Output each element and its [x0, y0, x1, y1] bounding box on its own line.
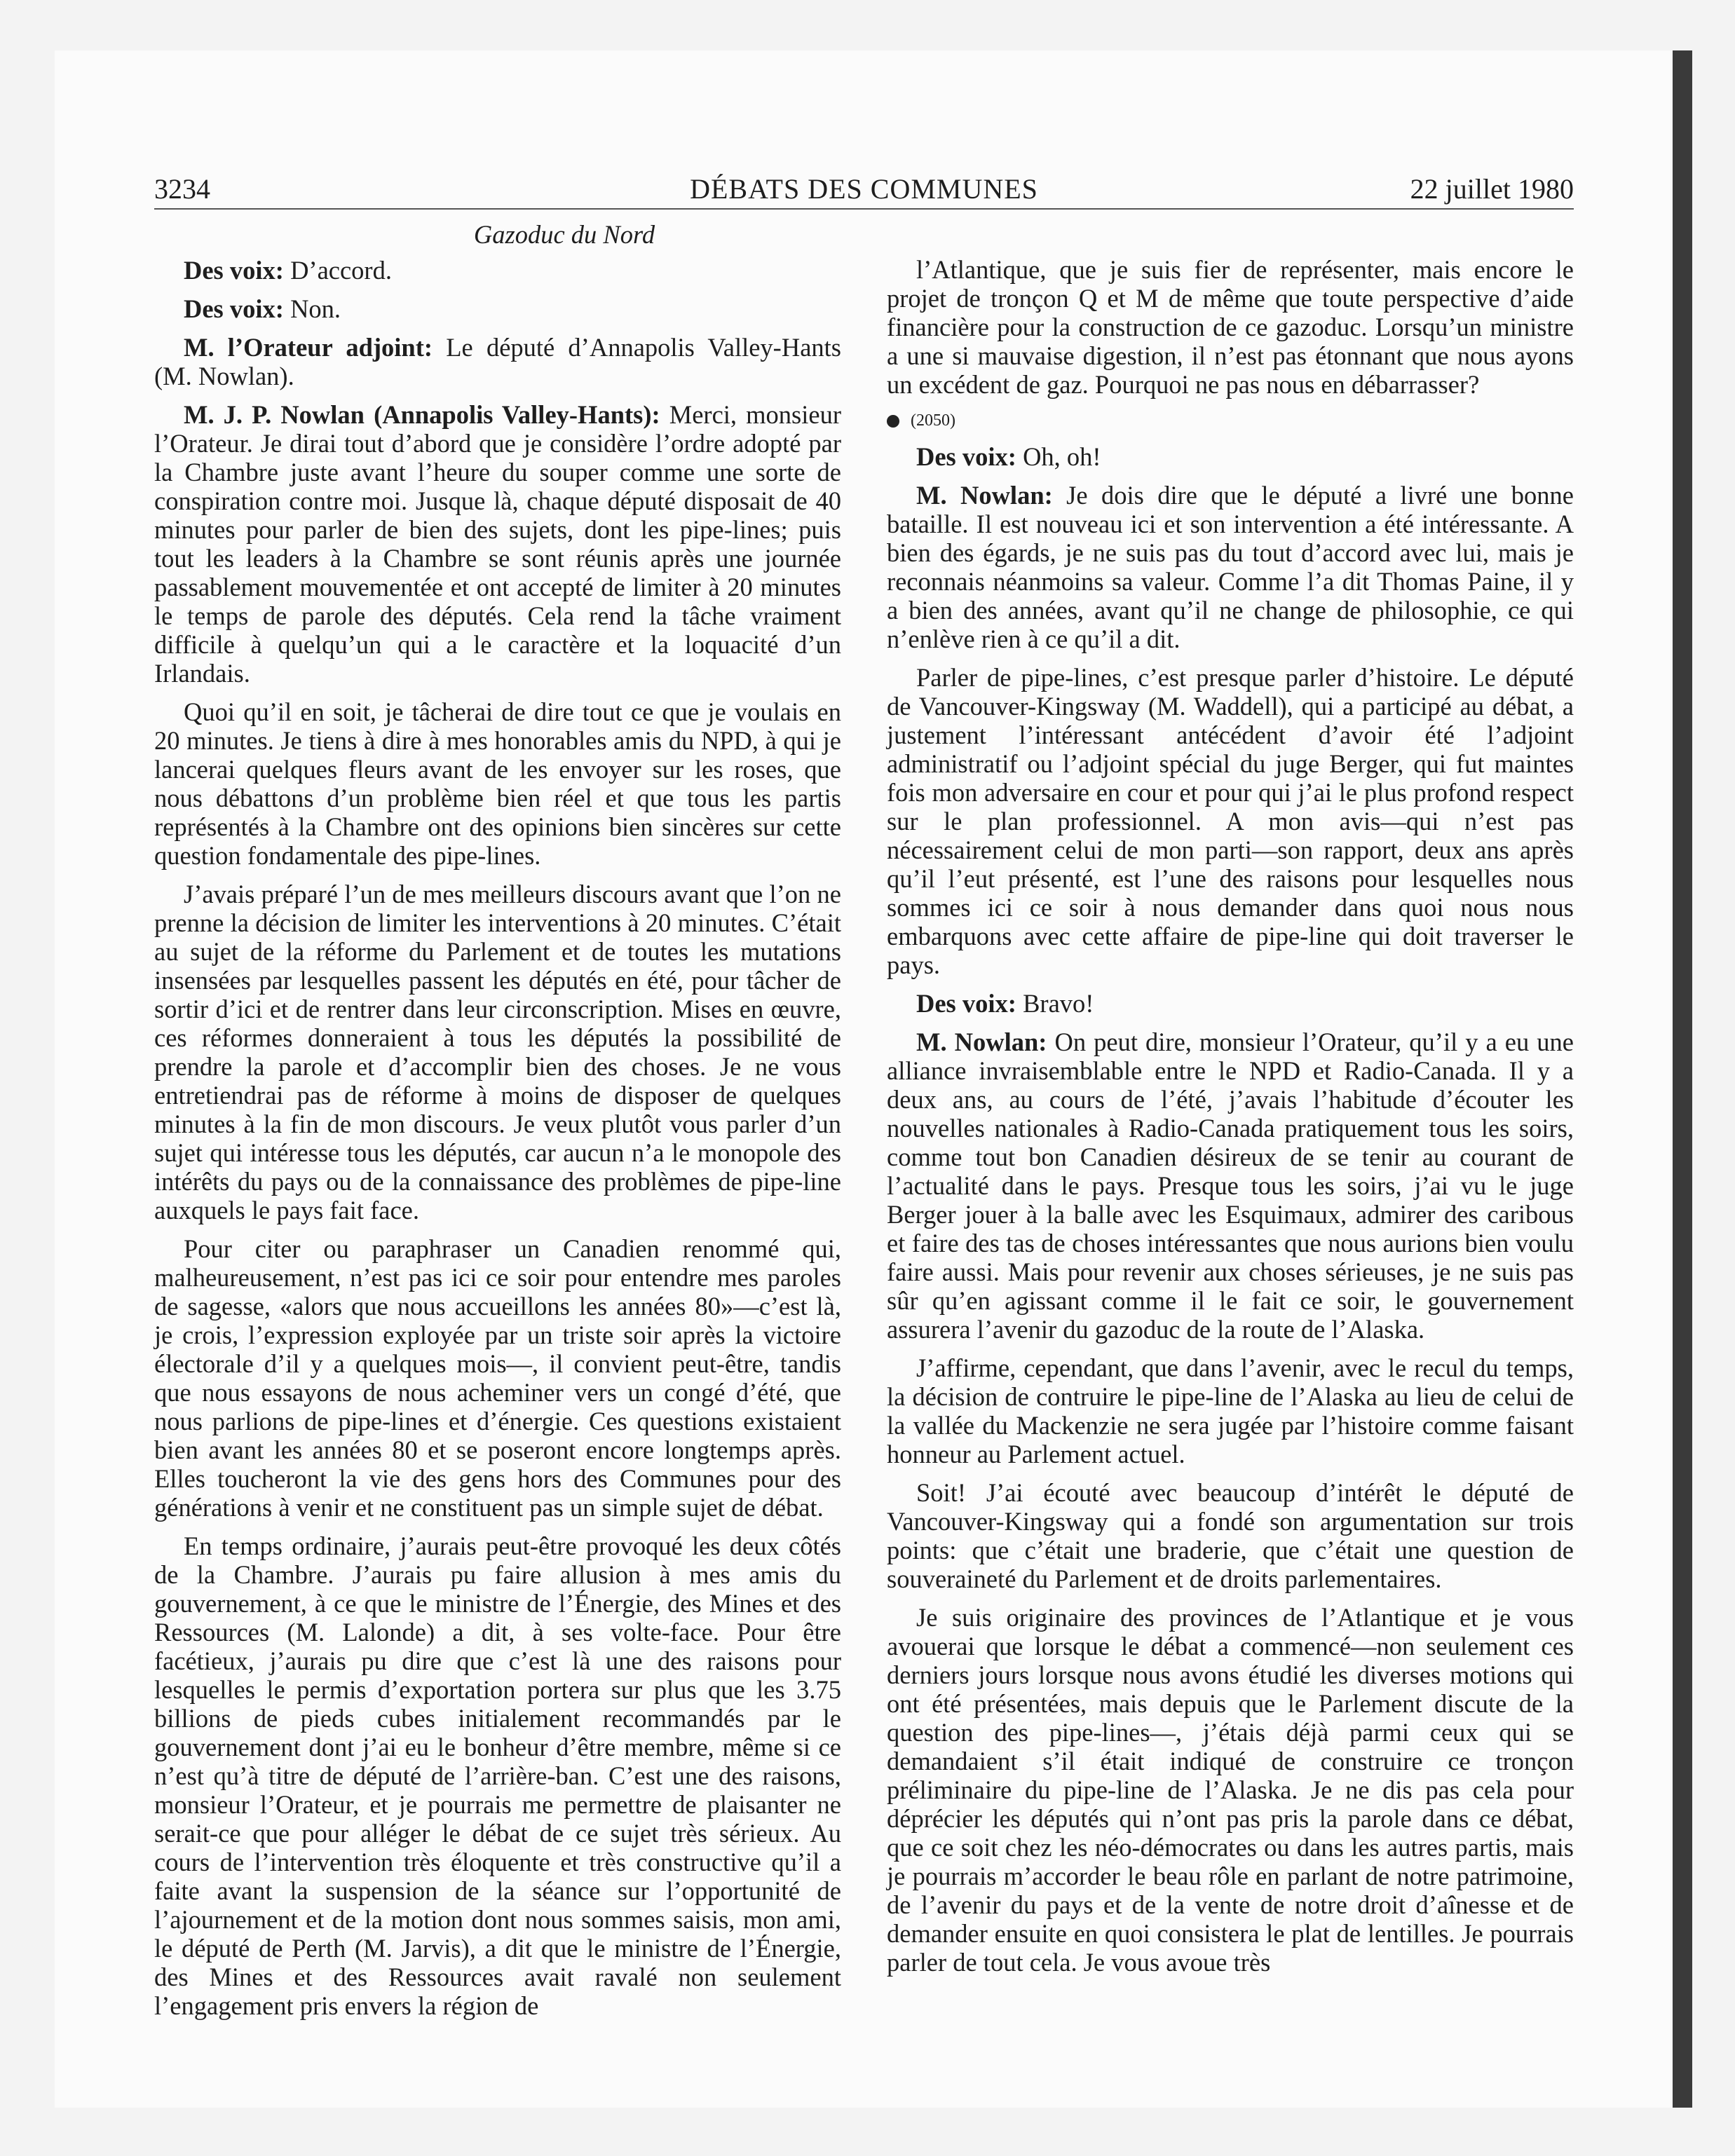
paragraph — [154, 256, 841, 285]
paragraph-text: Soit! J’ai écouté avec beaucoup d’intérêt le député de Vancouver-Kingsway qui a fondé son argumentation sur trois points: que c’était une braderie, que c’était une question de souveraineté du Parlement et de droits parlementaires. — [887, 1478, 1574, 1593]
issue-date: 22 juillet 1980 — [1410, 173, 1574, 205]
paragraph — [887, 663, 1574, 979]
right-column — [887, 255, 1574, 1986]
paragraph — [154, 333, 841, 390]
speaker-name: Des voix: — [916, 442, 1016, 471]
paragraph-text: D’accord. — [283, 256, 392, 285]
speaker-name: Des voix: — [184, 256, 284, 285]
paragraph — [154, 880, 841, 1224]
bullet-dot-icon — [887, 415, 899, 428]
paragraph — [154, 1531, 841, 2020]
paragraph — [154, 400, 841, 688]
paragraph — [887, 1028, 1574, 1344]
speaker-name: M. Nowlan: — [916, 1028, 1047, 1056]
paragraph-text: Je suis originaire des provinces de l’Atlantique et je vous avouerai que lorsque le débat a commencé—non seulement ces derniers jours lorsque nous avons étudié les diverses motions qui ont été présentées, mais depuis que le Parlement discute de la question des pipe-lines—, j’étais déjà parmi ceux qui se demandaient s’il était indiqué de construire ce tronçon préliminaire du pipe-line de l’Alaska. Je ne dis pas cela pour déprécier les députés qui n’ont pas pris la parole dans ce débat, que ce soit chez les néo-démocrates ou dans les autres partis, mais je pourrais m’accorder le beau rôle en parlant de notre patrimoine, de l’avenir du pays et de la vente de notre droit d’aînesse et de demander ensuite en quoi consistera le plat de lentilles. Je pourrais parler de tout cela. Je vous avoue très — [887, 1603, 1574, 1977]
paragraph-text: l’Atlantique, que je suis fier de représenter, mais encore le projet de tronçon Q et M de même que toute perspective d’aide financière pour la construction de ce gazoduc. Lorsqu’un ministre a une si mauvaise digestion, il n’est pas étonnant que nous ayons un excédent de gaz. Pourquoi ne pas nous en débarrasser? — [887, 255, 1574, 399]
time-marker-text: (2050) — [911, 411, 955, 430]
paragraph-text: Pour citer ou paraphraser un Canadien renommé qui, malheureusement, n’est pas ici ce soir pour entendre mes paroles de sagesse, «alors que nous accueillons les années 80»—c’est là, je crois, l’expression exployée par un triste soir après la victoire électorale d’il y a quelques mois—, il convient peut-être, tandis que nous essayons de nous acheminer vers un congé d’été, que nous parlions de pipe-lines et d’énergie. Ces questions existaient bien avant les années 80 et se poseront encore longtemps après. Elles toucheront la vie des gens hors des Communes pour des générations à venir et ne constituent pas un simple sujet de débat. — [154, 1234, 841, 1522]
scan-edge-bar — [1673, 50, 1692, 2108]
paragraph-text: J’affirme, cependant, que dans l’avenir, avec le recul du temps, la décision de contruire le pipe-line de l’Alaska au lieu de celui de la vallée du Mackenzie ne sera jugée par l’histoire comme faisant honneur au Parlement actuel. — [887, 1353, 1574, 1468]
speaker-name: Des voix: — [916, 989, 1016, 1018]
paragraph-text: Parler de pipe-lines, c’est presque parler d’histoire. Le député de Vancouver-Kingsway (M. Waddell), qui a participé au débat, a justement l’intéressant antécédent d’avoir été l’adjoint administratif ou l’adjoint spécial du juge Berger, qui fut maintes fois mon adversaire en cour et pour qui j’ai le plus profond respect sur le plan professionnel. A mon avis—qui n’est pas nécessairement celui de mon parti—son rapport, deux ans après qu’il l’eut présenté, est l’une des raisons pour lesquelles nous sommes ici ce soir à nous demander dans quoi nous nous embarquons avec cette affaire de pipe-line qui doit traverser le pays. — [887, 663, 1574, 979]
journal-title: DÉBATS DES COMMUNES — [690, 173, 1038, 205]
paragraph-text: Bravo! — [1016, 989, 1094, 1018]
paragraph — [887, 442, 1574, 471]
paragraph — [887, 1478, 1574, 1593]
paragraph-text: En temps ordinaire, j’aurais peut-être provoqué les deux côtés de la Chambre. J’aurais pu faire allusion à mes amis du gouvernement, à ce que le ministre de l’Énergie, des Mines et des Ressources (M. Lalonde) a dit, à ses volte-face. Pour être facétieux, j’aurais pu dire que c’est là une des raisons pour lesquelles le permis d’exportation portera sur plus que les 3.75 billions de pieds cubes initialement recommandés par le gouvernement dont j’ai eu le bonheur d’être membre, même si ce n’est qu’à titre de député de l’arrière-ban. C’est une des raisons, monsieur l’Orateur, et je pourrais me permettre de plaisanter ne serait-ce que pour alléger le débat de ce sujet très sérieux. Au cours de l’intervention très éloquente et très constructive qu’il a faite avant la suspension de la séance sur l’opportunité de l’ajournement et de la motion dont nous sommes saisis, mon ami, le député de Perth (M. Jarvis), a dit que le ministre de l’Énergie, des Mines et des Ressources avait ravalé non seulement l’engagement pris envers la région de — [154, 1531, 841, 2020]
time-marker — [887, 409, 1574, 432]
paragraph — [887, 1353, 1574, 1468]
paragraph-text: J’avais préparé l’un de mes meilleurs discours avant que l’on ne prenne la décision de limiter les interventions à 20 minutes. C’était au sujet de la réforme du Parlement et de toutes les mutations insensées par lesquelles passent les députés en été, pour tâcher de sortir d’ici et de rentrer dans leur circonscription. Mises en œuvre, ces réformes donneraient à tous les députés la possibilité de prendre la parole et d’accomplir bien des choses. Je ne vous entretiendrai pas de réforme à moins de disposer de quelques minutes à la fin de mon discours. Je veux plutôt vous parler d’un sujet qui intéresse tous les députés, car aucun n’a le monopole des intérêts du pays ou de la connaissance des problèmes de pipe-line auxquels le pays fait face. — [154, 880, 841, 1224]
section-title: Gazoduc du Nord — [473, 220, 655, 249]
paragraph-text: Merci, monsieur l’Orateur. Je dirai tout d’abord que je considère l’ordre adopté par la Chambre juste avant l’heure du souper comme une sorte de conspiration contre moi. Jusque là, chaque député disposait de 40 minutes pour parler de bien des sujets, dont les pipe-lines; puis tout les leaders à la Chambre se sont réunis après une journée passablement mouvementée et ont accepté de limiter à 20 minutes le temps de parole des députés. Cela rend la tâche vraiment difficile à quelqu’un qui a le caractère et la loquacité d’un Irlandais. — [154, 400, 841, 688]
speaker-name: M. Nowlan: — [916, 481, 1053, 510]
paragraph — [154, 294, 841, 323]
paragraph — [887, 989, 1574, 1018]
speaker-name: M. l’Orateur adjoint: — [184, 333, 433, 362]
paragraph-text: On peut dire, monsieur l’Orateur, qu’il y a eu une alliance invraisemblable entre le NPD et Radio-Canada. Il y a deux ans, au cours de l’été, j’avais l’habitude d’écouter les nouvelles nationales à Radio-Canada pratiquement tous les soirs, comme tout bon Canadien désireux de se tenir au courant de l’actualité dans le pays. Presque tous les soirs, j’ai vu le juge Berger jouer à la balle avec les Esquimaux, admirer des caribous et faire des tas de choses intéressantes que nous aurions bien voulu faire aussi. Mais pour revenir aux choses sérieuses, je ne suis pas sûr qu’en agissant comme il le fait ce soir, le gouvernement assurera l’avenir du gazoduc de la route de l’Alaska. — [887, 1028, 1574, 1344]
paragraph — [887, 255, 1574, 399]
page-number: 3234 — [154, 173, 210, 205]
header-rule — [154, 208, 1574, 210]
paragraph — [887, 481, 1574, 653]
paragraph-text: Quoi qu’il en soit, je tâcherai de dire tout ce que je voulais en 20 minutes. Je tiens à dire à mes honorables amis du NPD, à qui je lancerai quelques fleurs avant de les envoyer sur les roses, que nous débattons d’un problème bien réel et que tous les partis représentés à la Chambre ont des opinions bien sincères sur cette question fondamentale des pipe-lines. — [154, 697, 841, 870]
page-header — [154, 172, 1574, 206]
paragraph-text: Je dois dire que le député a livré une bonne bataille. Il est nouveau ici et son intervention a été intéressante. A bien des égards, je ne suis pas du tout d’accord avec lui, mais je reconnais néanmoins sa valeur. Comme l’a dit Thomas Paine, il y a bien des années, avant qu’il ne change de philosophie, ce qui n’enlève rien à ce qu’il a dit. — [887, 481, 1574, 653]
paragraph — [154, 1234, 841, 1522]
speaker-name: M. J. P. Nowlan (Annapolis Valley-Hants): — [184, 400, 660, 429]
left-column — [154, 220, 841, 2030]
paragraph — [887, 1603, 1574, 1977]
speaker-name: Des voix: — [184, 294, 284, 323]
paragraph-text: Oh, oh! — [1016, 442, 1101, 471]
paragraph — [154, 697, 841, 870]
paragraph-text: Le député d’Annapolis Valley-Hants (M. Nowlan). — [154, 333, 841, 390]
paragraph-text: Non. — [283, 294, 341, 323]
